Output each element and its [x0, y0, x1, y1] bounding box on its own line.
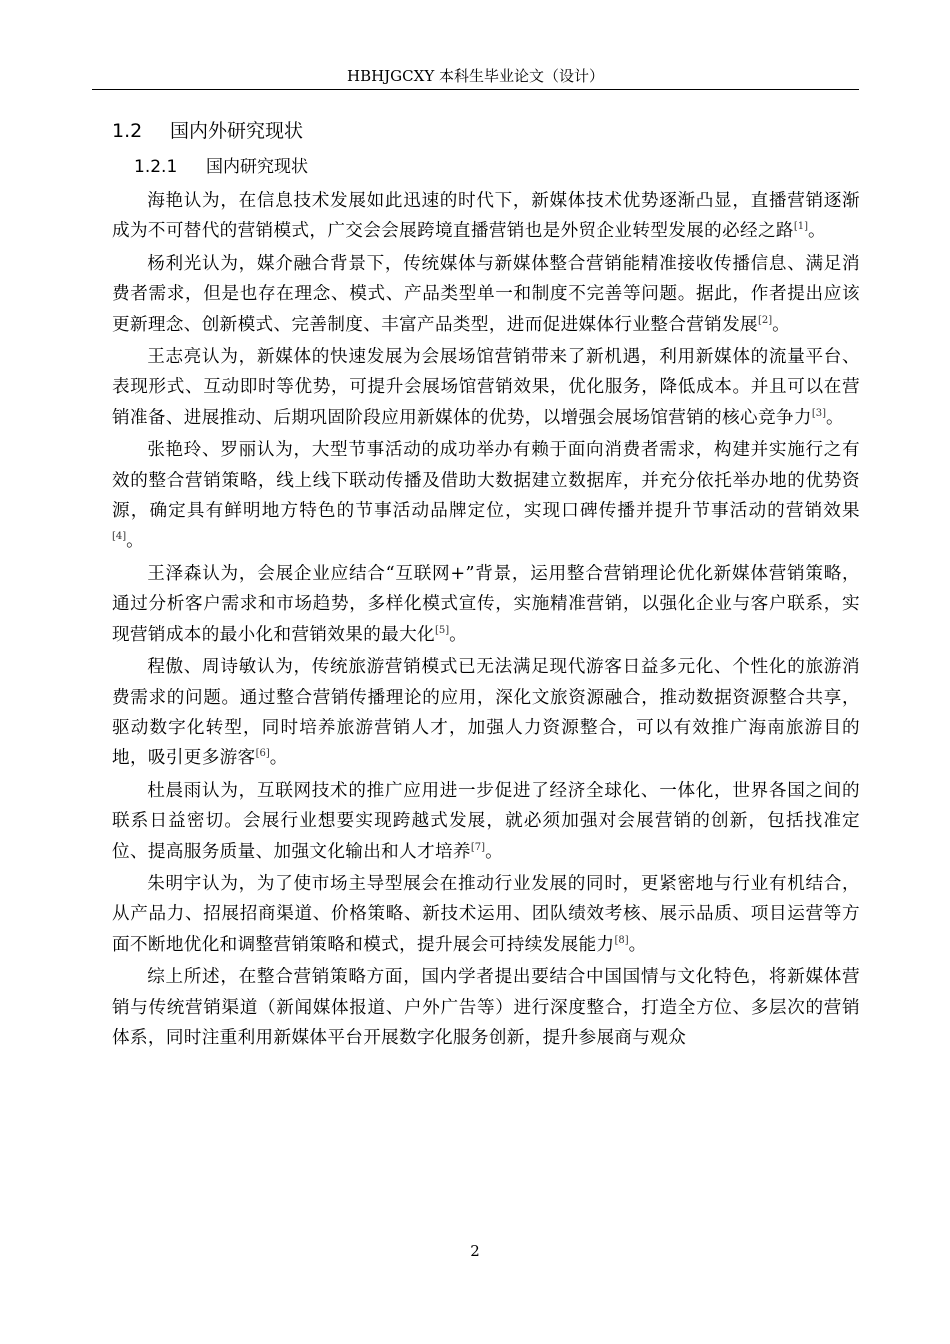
citation-reference[interactable]: [8]	[614, 934, 629, 946]
subsection-title: 国内研究现状	[206, 157, 308, 177]
subsection-number: 1.2.1	[134, 157, 178, 177]
paragraph-text: 朱明宇认为，为了使市场主导型展会在推动行业发展的同时，更紧密地与行业有机结合，从产品力、招展招商渠道、价格策略、新技术运用、团队绩效考核、展示品质、项目运营等方面不断地优化和调整营销策略和模式，提升展会可持续发展能力	[112, 873, 860, 955]
citation-reference[interactable]: [3]	[811, 407, 826, 419]
paragraph-text: 杨利光认为，媒介融合背景下，传统媒体与新媒体整合营销能精准接收传播信息、满足消费者需求，但是也存在理念、模式、产品类型单一和制度不完善等问题。据此，作者提出应该更新理念、创新模式、完善制度、丰富产品类型，进而促进媒体行业整合营销发展	[112, 253, 860, 335]
paragraph	[112, 776, 860, 867]
paragraph	[112, 652, 860, 774]
header-divider	[92, 89, 859, 90]
paragraph-text: 综上所述，在整合营销策略方面，国内学者提出要结合中国国情与文化特色，将新媒体营销与传统营销渠道（新闻媒体报道、户外广告等）进行深度整合，打造全方位、多层次的营销体系，同时注重利用新媒体平台开展数字化服务创新，提升参展商与观众	[112, 967, 860, 1048]
citation-reference[interactable]: [4]	[112, 531, 127, 543]
subsection-heading	[112, 150, 860, 184]
paragraph-end: 。	[126, 531, 145, 552]
page-number: 2	[470, 1242, 480, 1260]
paragraph	[112, 559, 860, 650]
citation-reference[interactable]: [5]	[435, 624, 450, 636]
paragraph-end: 。	[485, 841, 504, 862]
paragraph-end: 。	[808, 221, 826, 242]
citation-reference[interactable]: [1]	[793, 221, 809, 233]
section-title: 国内外研究现状	[170, 120, 304, 142]
paragraph	[112, 186, 860, 247]
paragraph	[112, 435, 860, 557]
citation-reference[interactable]: [6]	[255, 748, 270, 760]
paragraph-text: 海艳认为，在信息技术发展如此迅速的时代下，新媒体技术优势逐渐凸显，直播营销逐渐成为不可替代的营销模式，广交会会展跨境直播营销也是外贸企业转型发展的必经之路	[112, 191, 860, 242]
paragraph	[112, 249, 860, 340]
paragraph-end: 。	[449, 624, 468, 645]
citation-reference[interactable]: [2]	[757, 314, 773, 326]
paragraph-end: 。	[628, 934, 647, 955]
citation-reference[interactable]: [7]	[470, 841, 486, 853]
paragraph-end: 。	[825, 407, 844, 428]
paragraph-text: 杜晨雨认为，互联网技术的推广应用进一步促进了经济全球化、一体化，世界各国之间的联系日益密切。会展行业想要实现跨越式发展，就必须加强对会展营销的创新，包括找准定位、提高服务质量、加强文化输出和人才培养	[112, 780, 860, 862]
paragraph-text: 王志亮认为，新媒体的快速发展为会展场馆营销带来了新机遇，利用新媒体的流量平台、表现形式、互动即时等优势，可提升会展场馆营销效果，优化服务，降低成本。并且可以在营销准备、进展推动、后期巩固阶段应用新媒体的优势，以增强会展场馆营销的核心竞争力	[112, 347, 860, 428]
paragraph	[112, 342, 860, 433]
paragraph	[112, 869, 860, 960]
paragraph-end: 。	[772, 314, 791, 335]
paragraph-text: 王泽森认为，会展企业应结合“互联网+”背景，运用整合营销理论优化新媒体营销策略，通过分析客户需求和市场趋势，多样化模式宣传，实施精准营销，以强化企业与客户联系，实现营销成本的最小化和营销效果的最大化	[112, 563, 860, 645]
paragraph-text: 程傲、周诗敏认为，传统旅游营销模式已无法满足现代游客日益多元化、个性化的旅游消费需求的问题。通过整合营销传播理论的应用，深化文旅资源融合，推动数据资源整合共享，驱动数字化转型，同时培养旅游营销人才，加强人力资源整合，可以有效推广海南旅游目的地，吸引更多游客	[112, 657, 860, 769]
paragraph-end: 。	[269, 748, 288, 769]
running-header: HBHJGCXY 本科生毕业论文（设计）	[346, 67, 604, 85]
paragraph	[112, 962, 860, 1053]
paragraph-text: 张艳玲、罗丽认为，大型节事活动的成功举办有赖于面向消费者需求，构建并实施行之有效的整合营销策略，线上线下联动传播及借助大数据建立数据库，并充分依托举办地的优势资源，确定具有鲜明地方特色的节事活动品牌定位，实现口碑传播并提升节事活动的营销效果	[112, 440, 860, 522]
section-heading	[112, 112, 860, 150]
section-number: 1.2	[112, 120, 143, 142]
page-body	[112, 112, 860, 1053]
